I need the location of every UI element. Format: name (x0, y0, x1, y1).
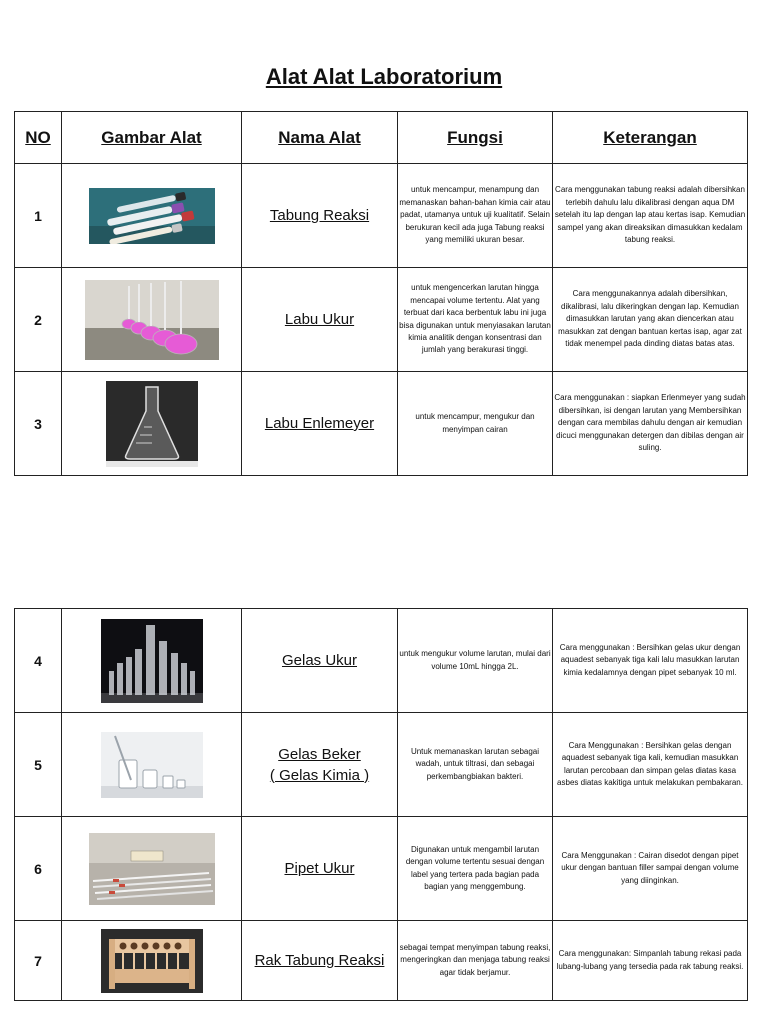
row-function: untuk mengukur volume larutan, mulai dari volume 10mL hingga 2L. (398, 609, 553, 713)
row-note: Cara menggunakan : siapkan Erlenmeyer yang sudah dibersihkan, isi dengan larutan yang Membersihkan dengan cara membilas dahulu dengan air kemudian dicuci menggunakan detergen dan dibilas dengan air suling. (553, 372, 748, 476)
table-row (15, 713, 748, 817)
row-number: 1 (15, 164, 62, 268)
row-note: Cara menggunakannya adalah dibersihkan, dikalibrasi, lalu dikeringkan dengan lap. Kemudian dimasukkan larutan yang akan diencerkan atau masukkan zat dengan bantuan kertas isap, agar zat tidak menempel pada dinding diatas batas atas. (553, 268, 748, 372)
table-header-row (15, 112, 748, 164)
page-title: Alat Alat Laboratorium (265, 64, 503, 89)
row-name: Labu Enlemeyer (242, 372, 398, 476)
row-image (62, 164, 242, 268)
table-row (15, 268, 748, 372)
row-name: Gelas Beker ( Gelas Kimia ) (242, 713, 398, 817)
erlenmeyer-flask-photo (106, 381, 198, 467)
row-note: Cara Menggunakan : Bersihkan gelas dengan aquadest sebanyak tiga kali, kemudian masukkan larutan percobaan dan simpan gelas diatas kasa asbes diatas kakitiga untuk melakukan pembakaran. (553, 713, 748, 817)
header-no: NO (15, 112, 62, 164)
table-row (15, 372, 748, 476)
graduated-cylinders-photo (101, 619, 203, 703)
row-function: Untuk memanaskan larutan sebagai wadah, untuk tiltrasi, dan sebagai perkembangbiakan bakteri. (398, 713, 553, 817)
row-function: untuk mencampur, mengukur dan menyimpan cairan (398, 372, 553, 476)
row-note: Cara menggunakan: Simpanlah tabung rekasi pada lubang-lubang yang tersedia pada rak tabung reaksi. (553, 921, 748, 1001)
row-image (62, 713, 242, 817)
row-note: Cara Menggunakan : Cairan disedot dengan pipet ukur dengan bantuan filler sampai dengan volume yang diinginkan. (553, 817, 748, 921)
row-function: Digunakan untuk mengambil larutan dengan volume tertentu sesuai dengan label yang tertera pada bagian pada bagian yang menggembung. (398, 817, 553, 921)
row-number: 2 (15, 268, 62, 372)
row-number: 5 (15, 713, 62, 817)
measuring-pipettes-photo (89, 833, 215, 905)
test-tubes-photo (89, 188, 215, 244)
table-row (15, 164, 748, 268)
header-function: Fungsi (398, 112, 553, 164)
row-note: Cara menggunakan tabung reaksi adalah dibersihkan terlebih dahulu lalu dikalibrasi dengan aqua DM setelah itu lap dengan lap atau kertas isap. Kemudian sampel yang akan direaksikan dimasukkan kedalam tabung reaksi. (553, 164, 748, 268)
row-number: 3 (15, 372, 62, 476)
volumetric-flasks-photo (85, 280, 219, 360)
row-name: Rak Tabung Reaksi (242, 921, 398, 1001)
row-image (62, 268, 242, 372)
row-name: Gelas Ukur (242, 609, 398, 713)
row-number: 7 (15, 921, 62, 1001)
equipment-table-part-1 (14, 111, 748, 476)
row-name: Pipet Ukur (242, 817, 398, 921)
equipment-table-part-2 (14, 608, 748, 1001)
row-image (62, 817, 242, 921)
beakers-photo (101, 732, 203, 798)
table-row (15, 609, 748, 713)
row-name: Labu Ukur (242, 268, 398, 372)
row-number: 6 (15, 817, 62, 921)
table-row (15, 817, 748, 921)
row-image (62, 372, 242, 476)
row-function: untuk mengencerkan larutan hingga mencapai volume tertentu. Alat yang terbuat dari kaca berbentuk labu ini juga bisa digunakan untuk menyiasakan larutan kimia analitik dengan konsentrasi dan jumlah yang berakurasi tinggi. (398, 268, 553, 372)
row-function: untuk mencampur, menampung dan memanaskan bahan-bahan kimia cair atau padat, utamanya untuk uji kualitatif. Selain berukuran kecil ada juga Tabung reaksi yang memiliki ukuran besar. (398, 164, 553, 268)
header-image: Gambar Alat (62, 112, 242, 164)
table-row (15, 921, 748, 1001)
row-function: sebagai tempat menyimpan tabung reaksi, mengeringkan dan menjaga tabung reaksi agar tidak berjamur. (398, 921, 553, 1001)
header-note: Keterangan (553, 112, 748, 164)
row-note: Cara menggunakan : Bersihkan gelas ukur dengan aquadest sebanyak tiga kali lalu masukkan larutan kimia kedalamnya dengan pipet sebanyak 10 ml. (553, 609, 748, 713)
header-name: Nama Alat (242, 112, 398, 164)
test-tube-rack-photo (101, 929, 203, 993)
row-number: 4 (15, 609, 62, 713)
row-image (62, 921, 242, 1001)
row-image (62, 609, 242, 713)
row-name: Tabung Reaksi (242, 164, 398, 268)
